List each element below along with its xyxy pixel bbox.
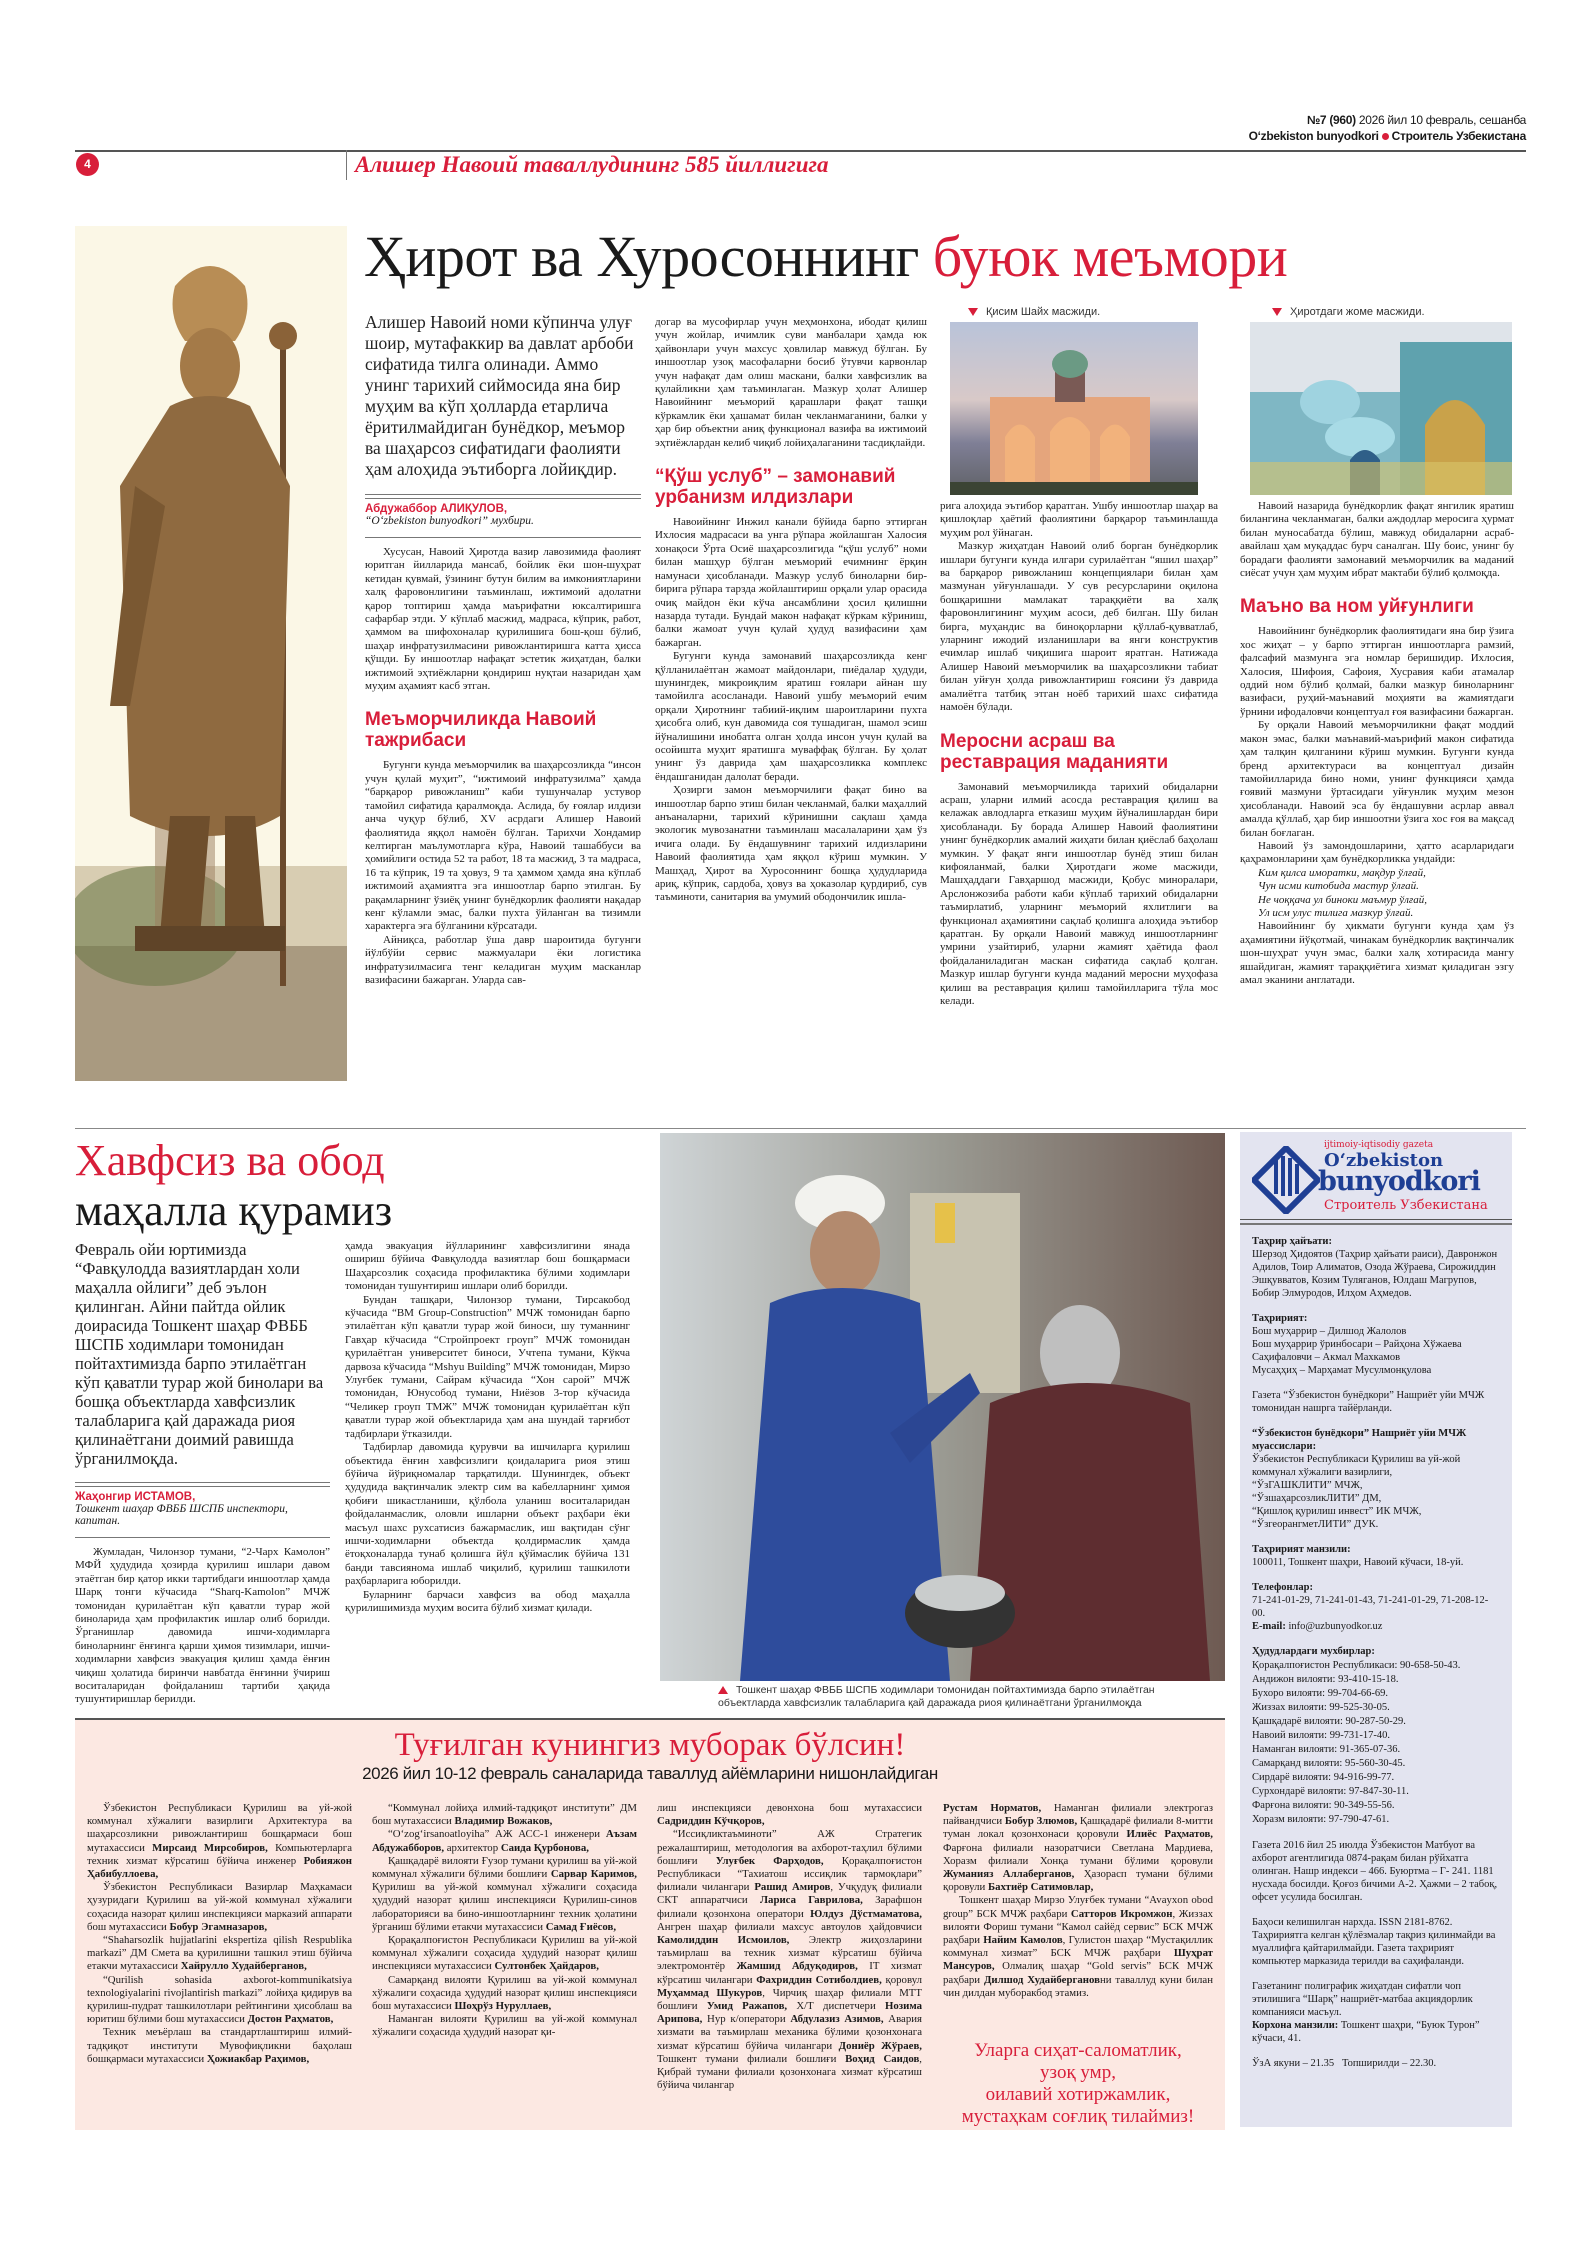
body-paragraph: Бу орқали Навоий меъморчиликни фақат моддий макон эмас, балки маънавий-маърифий макон сифатида ҳам талқин қилганини кўриш мумкин. Бугунги кунда бренд архитектураси ва концептуал дизайн тамойилларида бино номи, унинг функцияси ҳамда ғоявий мазмуни ўртасидаги уйғунлик муҳим мезон ҳисобланади. Навоий эса бу ёндашувни асрлар аввал амалда қўллаб, ҳар бир иншоотни ўзига хос ғоя ва мақсад билан боғлаган. [1240,719,1514,839]
title2-red: Хавфсиз ва обод [75,1136,385,1185]
section-heading: Меъморчиликда Навоий тажрибаси [365,709,597,752]
greeting-text: Наманган вилояти Қурилиш ва уй-жой коммунал хўжалиги соҳасида ҳудудий назорат қи- [372,2013,637,2039]
greeting-text: лиш инспекцияси девонхона бош мутахассиси [657,1802,922,1814]
founders-label: “Ўзбекистон бунёдкори” Нашриёт уйи МЧЖ муассислари: [1252,1428,1467,1452]
person-name: Юлдуз Дўстмаматова, [810,1907,922,1920]
person-name: Рустам Норматов, [943,1802,1042,1814]
greeting-text: Нур к/оператори [702,2013,791,2026]
logo-tagline: ijtimoiy-iqtisodiy gazeta [1324,1140,1434,1150]
greeting-text: Тошкент шаҳар Мирзо Улуғбек тумани “Avayxon obod group” БСК МЧЖ раҳбари [943,1894,1213,1920]
body-paragraph-continued: рига алоҳида эътибор қаратган. Ушбу иншоотлар шаҳар ва қишлоқлар ҳаётий фаолиятини барқарор таъминлашда муҳим рол ўйнаган. [940,500,1218,539]
staff-label: Таҳририят: [1252,1313,1308,1324]
greeting-paragraph [87,1934,352,1974]
greeting-paragraph [87,1881,352,1934]
founder-item: Ўзбекистон Республикаси Қурилиш ва уй-жой коммунал хўжалиги вазирлиги, [1252,1454,1461,1478]
body-paragraph-continued: догар ва мусофирлар учун меҳмонхона, ибодат қилиш учун жойлар, ичимлик суви манбалари ҳамда юк ҳайвонлари учун махсус ҳовлилар мавжуд бўлган. Бу иншоотлар узоқ масофаларни босиб ўтувчи карвонлар учун нафақат дам олиш маскани, балки хавфсизлик ва қулайликни ҳам таъминлаган. Мазкур ҳолат Алишер Навоийнинг меъморий қарашлари фақат ташқи кўркамлик ёки ҳашамат билан чекланмаганини, балки у ҳар бир объектни аниқ функционал вазифа ва ижтимоий эҳтиёжлардан келиб чиқиб лойиҳалаганини тасдиқлайди. [655,316,927,449]
building-logo-icon [1252,1146,1320,1214]
greeting-text: Фарғона филиали назоратчиси Светлана Мардиева, Хоразм филиали Хонқа тумани бўлими қоровули [943,1841,1213,1867]
greeting-text: IT хизмат кўрсатиш чилангари [657,1960,922,1986]
board-label: Таҳрир ҳайъати: [1252,1236,1332,1247]
wish-line: мустаҳкам соғлиқ тилаймиз! [961,2106,1195,2127]
staff-item: Мусаҳҳиҳ – Марҳамат Мусулмонқулова [1252,1365,1432,1376]
section-heading: Маъно ва ном уйғунлиги [1240,596,1474,618]
greeting-text: Қашқадарё филиали 8-митти туман локал қозонхонаси қоровули [943,1815,1213,1841]
person-name: Умид Ражапов, [706,2000,788,2013]
issue-info [1249,112,1526,144]
greeting-text: , Чирчиқ шаҳар филиали МТТ бошлиғи [657,1986,922,2013]
phones-label: Телефонлар: [1252,1582,1313,1593]
greeting-paragraph [372,1855,637,1934]
title2-black: маҳалла қурамиз [75,1186,393,1235]
greeting-paragraph [657,1802,922,1828]
person-name: Ҳожиакбар Раҳимов, [206,2052,310,2065]
phones: 71-241-01-29, 71-241-01-43, 71-241-01-29, 71-208-12-00. [1252,1595,1489,1619]
region-contact: Андижон вилояти: 93-410-15-18. [1252,1674,1399,1685]
photo1-block [950,306,1198,495]
greeting-text: ни таваллуд куни билан чин дилдан муборакбод этамиз. [943,1973,1213,1999]
printer-address: Тошкент шаҳри, “Буюк Турон” кўчаси, 41. [1252,2020,1480,2044]
body-paragraph: Навоийнинг Инжил канали бўйида барпо эттирган Ихлосия мадрасаси ва унга рўпара жойлашган Халосия хонақоси Ўрта Осиё шаҳарсозлигида “қўш услуб” номи билан машҳур бўлган меъморий ечимнинг ёрқин намунаси ҳисобланади. Мазкур услуб биноларни бир-бирига рўпара тарзда жойлаштириш орқали улар орасида очиқ майдон ёки кўча ансамблини ҳосил қилишни назарда тутади. Бундай макон нафақат кўркам кўриниш, балки жамоат учун қулай ҳудуд вазифасини ҳам бажарган. [655,516,927,649]
greeting-text: , Қибрай тумани филиали қозонхонага хизмат кўрсатиш бўйича чилангар [657,2052,922,2092]
greeting-text: архитектор [444,1841,501,1854]
person-name: Владимир Вожаков, [454,1815,553,1828]
person-name: Воҳид Саидов [845,2052,920,2065]
poem-line: Ким қилса иморатки, мақдур ўлғай, [1258,866,1426,879]
region-contact: Самарқанд вилояти: 95-560-30-45. [1252,1758,1406,1769]
page-number: 4 [76,153,99,176]
article1-column-2 [655,316,927,905]
section-heading: “Қўш услуб” – замонавий урбанизм илдизлари [655,466,896,509]
greeting-paragraph [372,1934,637,1974]
body-paragraph: Мазкур жиҳатдан Навоий олиб борган бунёдкорлик ишлари бугунги кунда илгари сурилаётган “яшил шаҳар” ва барқарор ривожланиш концепциялари билан ҳам мазмунан уйғунлашади. У сув ресурсларини оқилона бошқаришни мамлакат тараққиёти ва халқ фаровонлигининг муҳим асоси, деб билган. Шу билан бирга, муҳандис ва биноқорларни қўллаб-қувватлаб, уларнинг ижодий изланишлари ва янги конструктив ечимлар ишлаб чиқишига шароит яратган. Натижада Алишер Навоий меъморчилик ва шаҳарсозликни табиат билан уйғун ҳолда ривожлантириш ғоясини ўз даврида амалиётга татбиқ этган ноёб тарихий шахс сифатида намоён бўлади. [940,540,1218,714]
region-contact: Фарғона вилояти: 90-349-55-56. [1252,1800,1395,1811]
greeting-text: Ангрен шаҳар филиали махсус автоулов ҳайдовчиси [657,1920,922,1933]
prep-note: Газета “Ўзбекистон бунёдкори” Нашриёт уйи МЧЖ томонидан нашрга тайёрланди. [1252,1390,1485,1414]
caption-marker-icon [718,1686,728,1694]
paper-name-latin: O‘zbekiston bunyodkori [1248,129,1379,143]
greeting-text: , Учқудуқ филиали СКТ аппаратчиси [657,1881,922,1907]
person-name: Рашид Амиров [754,1881,831,1894]
section-divider [75,1128,1526,1129]
kicker-divider [346,150,347,180]
person-name: Лариса Гаврилова, [760,1894,863,1907]
greeting-paragraph [372,2013,637,2039]
caption-marker-icon [968,308,978,316]
photo2-caption: Ҳиротдаги жоме масжиди. [1290,306,1425,318]
poem-line: Ул исм улус тилига мазкур ўлғай. [1258,906,1414,919]
article2-column-1 [75,1546,330,1707]
birthday-column-2 [372,1802,637,2040]
body-paragraph: Замонавий меъморчиликда тарихий обидаларни асраш, уларни илмий асосда реставрация қилиш ва келажак авлодларга етказиш муҳим йўналишлардан бири ҳисобланади. Бу борада Алишер Навоий фаолиятини унинг бунёдкорлик амалий жиҳати билан қиёслаб баҳолаш мумкин. У фақат янги иншоотлар бунёд этиш билан кифояланмай, балки Ҳиротдаги жоме масжиди, Машҳаддаги Гавҳаршод масжиди, Қобус миноралари, Арслонжозиба работи каби кўплаб тарихий обидаларни таъмирлатиб, уларнинг меъморий яхлитлиги ва функционал аҳамиятини сақлаб қолишга алоҳида эътибор қаратган. Бу орқали Навоий мавжуд иншоотларнинг умрини узайтириб, уларни жамият ҳаётида фаол фойдаланиладиган маскан сифатида сақлаб қолган. Мазкур ишлар бугунги кунда маданий меросни муҳофаза қилиш ва реставрация қилиш тамойилларига тўла мос келади. [940,780,1218,1007]
article1-lead-block [365,312,641,987]
body-paragraph: Буларнинг барчаси хавфсиз ва обод маҳалла қурилишимизда муҳим восита бўлиб хизмат қилади. [345,1588,630,1614]
article2-column-2 [345,1240,630,1615]
person-name: Сарвар Каримов, [550,1868,637,1881]
greeting-paragraph [372,1828,637,1854]
article1-author-role: “O‘zbekiston bunyodkori” мухбири. [365,515,534,527]
greeting-text: “Qurilish sohasida axborot-kommunikatsiya texnologiyalarini rivojlantirish markazi” лойиҳа қидирув ва қурилиш-пудрат ташкилотлари рейтингини ҳисоблаш ва юритиш бўлими бош мутахассиси [87,1973,352,2026]
byline-rule [365,494,641,499]
region-contact: Бухоро вилояти: 99-704-66-69. [1252,1688,1389,1699]
greeting-text: Зарафшон филиали қозонхона оператори [657,1894,922,1920]
newspaper-logo [1252,1140,1500,1215]
body-paragraph-continued: ҳамда эвакуация йўлларининг хавфсизлигини янада ошириш бўйича Фавқулодда вазиятлар бош бошқармаси Шаҳарсозлик соҳасида профилактика бўлими ходимлари томонидан тушунтириш ишлари олиб борилди. [345,1240,630,1293]
founder-item: “ЎзшаҳарсозликЛИТИ” ДМ, [1252,1493,1382,1504]
logo-line1: O‘zbekiston [1324,1150,1444,1171]
region-contact: Қорақалпоғистон Республикаси: 90-658-50-43. [1252,1660,1461,1671]
registration-info: Газета 2016 йил 25 июлда Ўзбекистон Матбуот ва ахборот агентлигида 0874-рақам билан рўйхатга олинган. Нашр индекси – 466. Буюртма – Г- 241. 1181 нусхада босилди. Қоғоз бичими А-2. Ҳажми – 2 табоқ, офсет усулида босилган. [1252,1840,1498,1903]
staff-item: Бош муҳаррир ўринбосари – Райҳона Хўжаева [1252,1339,1462,1350]
email-link[interactable]: info@uzbunyodkor.uz [1288,1621,1383,1632]
sidebar-rule [1240,1219,1512,1225]
greeting-paragraph [943,1894,1213,2000]
print-times: ЎзА якуни – 21.35 Топширилди – 22.30. [1252,2058,1437,2069]
title-black: Ҳирот ва Хуросоннинг [364,224,919,289]
person-name: Самад Ғиёсов, [545,1920,617,1933]
person-name: Шуҳрат Мансуров, [943,1947,1213,1973]
person-name: Мирсаид Мирсобиров, [152,1841,268,1854]
issue-date: 2026 йил 10 февраль, сешанба [1358,113,1526,127]
wish-line: узоқ умр, [1040,2062,1116,2083]
person-name: Бахтиёр Сатимовлар, [987,1881,1094,1894]
birthday-subtitle: 2026 йил 10-12 февраль саналарида таваллуд айёмларини нишонлайдиган [362,1764,938,1783]
greeting-text: Қашқадарё вилояти Ғузор тумани қурилиш ва уй-жой коммунал хўжалиги бўлими бошлиғи [372,1854,637,1881]
person-name: Достон Раҳматов, [247,2013,334,2026]
birthday-column-1 [87,1802,352,2066]
body-paragraph: Жумладан, Чилонзор тумани, “2-Чарх Камолон” МФЙ ҳудудида ҳозирда қурилиш ишлари давом этаётган бир қатор икки тартибдаги иншоотлар ҳамда Шарқ тонги кўчасида “Sharq-Kamolon” МЧЖ томонидан қурилаётган кўп қаватли турар жой биноларида ҳам профилактик ишлар олиб борилди. Ўрганишлар давомида ишчи-ходимларга биноларнинг ёнғинга қарши ҳимоя тизимлари, ишчи-ходимларни хавфсиз эвакуация қилиш ҳамда ёнғин чиқиш ҳолатида биринчи навбатда ёнғинни ўчириш воситаларидан фойдаланиш тартиби ҳақида тушунтиришлар берилди. [75,1546,330,1706]
region-contact: Жиззах вилояти: 99-525-30-05. [1252,1702,1390,1713]
body-paragraph: Навоий ўз замондошларини, ҳатто асарларидаги қаҳрамонларини ҳам бунёдкорликка ундайди: [1240,839,1514,866]
regions-list [1252,1659,1500,1827]
photo2-block [1240,306,1512,495]
body-paragraph: Навоий назарида бунёдкорлик фақат янгилик яратиш билангина чекланмаган, балки аждодлар меросига ҳурмат билан муносабатда бўлиш, мавжуд обидаларни асраб-авайлаш ҳам муқаддас бурч саналган. Шу боис, унинг бу борадаги фаолияти замонавий меъморчилик ва маданий сиёсат учун ҳам муҳим ибрат мактаби бўлиб қолмоқда. [1240,500,1514,580]
article1-title [364,222,1287,292]
body-paragraph: Бугунги кунда меъморчилик ва шаҳарсозликда “инсон учун қулай муҳит”, “ижтимоий инфратузилма” ҳамда “барқарор ривожланиш” каби тушунчалар устувор тамойил сифатида қаралмоқда. Аслида, бу ғоялар илдизи анча чуқур бўлиб, XV асрдаги Алишер Навоий фаолиятида яққол намоён бўлган. Тарихчи Хондамир келтирган маълумотларга кўра, Навоий ташаббуси ва ҳомийлиги остида 52 та работ, 18 та масжид, 3 та мадраса, 16 та кўприк, 19 та ҳовуз, 9 та ҳаммом ҳамда яна кўплаб ижтимоий аҳамиятга эга иншоотлар барпо этилган. Бу рақамларнинг ўзиёқ унинг бунёдкорлик фаолияти нақадар кенг кўламли эмас, балки пухта ўйланган ва тизимли характерга эга бўлганини кўрсатади. [365,759,641,933]
printer-info: Газетанинг полиграфик жиҳатдан сифатли чоп этилишига “Шарқ” нашриёт-матбаа акциядорлик компанияси масъул. [1252,1981,1473,2018]
person-name: Абдулазиз Азимов, [790,2013,884,2026]
greeting-text: “O‘zog‘irsanoatloyiha” АЖ АСС-1 инженери [388,1828,606,1841]
dot-icon [1382,133,1389,140]
logo-line2: bunyodkori [1318,1166,1480,1197]
article1-column-4 [1240,500,1514,987]
byline-bottom-rule [365,537,641,538]
greeting-text: Қорақалпоғистон Республикаси “Тахиатош иссиқлик тармоқлари” филиали чилангари [657,1854,922,1894]
birthday-greetings-box [75,1718,1225,2130]
email-label: E-mail: [1252,1621,1286,1632]
greeting-text: Авария хизмати ва таъмирлаш механика бўлими қозонхонага хизмат кўрсатиш бўйича чилангари [657,2013,922,2052]
greeting-paragraph [372,1802,637,1828]
founder-item: “ЎзгеорангметЛИТИ” ДУК. [1252,1519,1379,1530]
person-name: Бобур Злюмов, [1004,1815,1078,1828]
region-contact: Қашқадарё вилояти: 90-287-50-29. [1252,1716,1406,1727]
person-name: Дилшод Худайберганов [983,1973,1100,1986]
greeting-text: Компьютерларга техник хизмат кўрсатиш бўйича инженер [87,1841,352,1867]
greeting-text: “Коммунал лойиҳа илмий-тадқиқот институти” ДМ бош мутахассиси [372,1802,637,1828]
herat-jome-mosque-photo [1250,322,1512,495]
person-name: Робияжон Ҳабибуллоева, [87,1854,352,1881]
greeting-text: , Гулистон шаҳар “Мустақиллик коммунал хизмат” БСК МЧЖ раҳбари [943,1934,1213,1960]
title-red: буюк меъмори [932,224,1288,289]
body-paragraph: Хусусан, Навоий Ҳиротда вазир лавозимида фаолият юритган йилларида мансаб, бойлик ёки шон-шуҳрат кетидан қувмай, ўзининг бутун билим ва имкониятларини халқ фаровонлигини таъминлаш, ижтимоий адолатни қарор топтириш ҳамда маърифатни юксалтиришга сафарбар этди. У кўплаб масжид, мадраса, кўприк, работ, ҳаммом ва шифохоналар қурилишига бош-қош бўлиб, шаҳар инфратузилмасини ривожлантиришга катта ҳисса қўшди. Бу иншоотлар нафақат эстетик жиҳатдан, балки ижтимоий эҳтиёжларни қондириш нуқтаи назаридан ҳам муҳим аҳамият касб этган. [365,546,641,693]
byline-bottom-rule [75,1537,330,1538]
greeting-text: “Shaharsozlik hujjatlarini ekspertiza qilish Respublika markazi” ДМ Смета ва қурилишни ташкил этиш бўйича етакчи мутахассиси [87,1934,352,1973]
person-name: Сатторов Икромжон [1070,1907,1173,1920]
greeting-text: Ўзбекистон Республикаси Вазирлар Маҳкамаси ҳузуридаги Қурилиш ва уй-жой коммунал хўжалиги соҳасида назорат қилиш инспекцияси марказий аппарати бош мутахассиси [87,1881,352,1933]
greeting-text: қоровул [881,1973,923,1986]
article1-column-3 [940,500,1218,1008]
article2-author: Жаҳонгир ИСТАМОВ, [75,1491,196,1503]
greeting-text: Қорақалпоғистон Республикаси Қурилиш ва уй-жой коммунал хўжалиги соҳасида ҳудудий назорат қилиш инспекцияси мутахассиси [372,1934,637,1973]
body-paragraph: Тадбирлар давомида қурувчи ва ишчиларга қурилиш объектида ёнғин хавфсизлиги қоидаларига риоя этиш бўйича йўриқномалар тарқатилди. Шунингдек, объект ҳудудида вақтинчалик электр сим ва кабелларнинг ҳимоя қобиғи шикастланиши, қўлбола уланиш воситаларидан фойдаланмаслик, оловли ишларни объект раҳбари ёки масъул шахс рухсатисиз бажармаслик, иш вақтидан сўнг ишчи-ходимларни объектда қолдирмаслик ҳамда ётоқхоналарда тунаб қолишга йўл қўймаслик бўйича 131 банди тавсиянома ишлаб чиқилиб, қурилиш ташкилоти раҳбарларига юборилди. [345,1441,630,1588]
birthday-column-4 [943,1802,1213,2000]
person-name: Аъзам Абдужабборов, [372,1828,637,1854]
region-contact: Сирдарё вилояти: 94-916-99-77. [1252,1772,1395,1783]
region-contact: Хоразм вилояти: 97-790-47-61. [1252,1814,1390,1825]
address: 100011, Тошкент шаҳри, Навоий кўчаси, 18-уй. [1252,1557,1464,1568]
greeting-paragraph [87,1974,352,2027]
wish-line: оилавий хотиржамлик, [985,2084,1171,2105]
article1-column-1 [365,546,641,987]
greeting-text: Ўзбекистон Республикаси Қурилиш ва уй-жой коммунал хўжалиги вазирлиги Архитектура ва шаҳарсозликни ривожлантириш бошқармаси бош мутахассиси [87,1802,352,1854]
greeting-text: Х/Т диспетчери [787,2000,885,2013]
inspectors-photo [660,1133,1225,1681]
person-name: Бобур Эгамназаров, [169,1920,268,1933]
body-paragraph: Бугунги кунда замонавий шаҳарсозликда кенг қўлланилаётган жамоат майдонлари, пиёдалар ҳудуди, шунингдек, микроиқлим яратиш ғоялари айнан шу тамойилга асосланади. Навоий ушбу меъморий ечим орқали Ҳиротнинг табиий-иқлим шароитларини пухта ҳисобга олиб, кун давомида соя тушадиган, шамол эсиш йўналишини инобатга олган ҳолда инсон учун қулай ва осойишта муҳит яратишга муваффақ бўлган. Бу ҳолат унинг ўз даврида ҳам шаҳарсозликка комплекс ёндашганидан далолат беради. [655,650,927,783]
greeting-text: Наманган филиали электрогаз пайвандчиси [943,1802,1213,1828]
article2-lead: Февраль ойи юртимизда “Фавқулодда вазиятлардан холи маҳалла ойлиги” деб эълон қилинган. Айни пайтда ойлик доирасида Тошкент шаҳар ФВББ ШСПБ ходимлари томонидан пойтахтимизда барпо этилаётган кўп қаватли турар жой бинолари ва бошқа объектларда хавфсизлик талабларига қай даражада риоя қилинаётгани доимий равишда ўрганилмоқда. [75,1240,324,1468]
person-name: Найим Камолов [983,1934,1063,1947]
issue-number: №7 (960) [1306,113,1356,127]
region-contact: Сурхондарё вилояти: 97-847-30-11. [1252,1786,1409,1797]
birthday-wish [943,2040,1213,2128]
region-contact: Навоий вилояти: 99-731-17-40. [1252,1730,1391,1741]
region-contact: Наманган вилояти: 91-365-07-36. [1252,1744,1401,1755]
greeting-paragraph [372,1974,637,2014]
person-name: Муҳаммад Шукуров [657,1986,763,1999]
founder-item: “ЎзГАШКЛИТИ” МЧЖ, [1252,1480,1363,1491]
board-members: Шерзод Ҳидоятов (Таҳрир ҳайъати раиси), Давронжон Адилов, Тоир Алиматов, Озода Жўраева, Сирожиддин Эшқувватов, Козим Туляганов, Юлдаш Магрупов, Бобир Элмуродов, Илҳом Аҳмедов. [1252,1249,1498,1299]
price-info: Баҳоси келишилган нархда. ISSN 2181-8762. Таҳририятга келган қўлёзмалар тақриз қилинмайди ва муаллифга қайтарилмайди. Газета таҳририят компьютер марказида терилди ва саҳифаланди. [1252,1917,1496,1967]
paper-name-ru: Строитель Узбекистана [1391,129,1526,143]
regions-label: Ҳудудлардаги мухбирлар: [1252,1646,1375,1657]
greeting-text: Техник меъёрлаш ва стандартлаштириш илмий-тадқиқот институти Мувофиқликни баҳолаш бошқармаси мутахассиси [87,2026,352,2065]
caption-marker-icon [1272,308,1282,316]
staff-item: Бош муҳаррир – Дилшод Жалолов [1252,1326,1407,1337]
greeting-paragraph [87,2026,352,2066]
body-paragraph: Ҳозирги замон меъморчилиги фақат бино ва иншоотлар барпо этиш билан чекланмай, балки маҳаллий анъаналарни, тарихий кўринишни сақлаш ҳамда экологик мувозанатни таъминлаш масалаларини ҳам ўз ичига олади. Бу ёндашувнинг тарихий илдизларини Навоий фаолиятида ҳам яққол кўриш мумкин. У Машҳад, Ҳирот ва Хуросоннинг бошқа ҳудудларида ариқ, кўприк, сардоба, ҳовуз ва ҳоказолар қурдириб, сув таъминоти, санитария ва умумий ободончилик ишла- [655,784,927,904]
person-name: Шоҳрўз Нуруллаев, [454,2000,552,2013]
person-name: Жамшид Абдуқодиров, [736,1960,858,1973]
person-name: Садриддин Кўчқоров, [657,1815,765,1828]
qisim-shaykh-mosque-photo [950,322,1198,495]
byline-rule [75,1482,330,1487]
person-name: Жуманияз Аллаберганов, [943,1868,1075,1881]
birthday-title: Туғилган кунингиз муборак бўлсин! [394,1727,906,1763]
greeting-paragraph [87,1802,352,1881]
person-name: Улуғбек Фарҳодов, [715,1854,824,1867]
staff-item: Саҳифаловчи – Акмал Махкамов [1252,1352,1401,1363]
greeting-paragraph [943,1802,1213,1894]
article2-lead-block [75,1240,330,1707]
body-paragraph: Бундан ташқари, Чилонзор тумани, Тирсакобод кўчасида “BM Group-Construction” МЧЖ томонидан барпо этилаётган кўп қаватли турар жой биноси, шу туманнинг Гавҳар кўчасида “Стройпроект гроуп” МЧЖ томонидан қурилаётган университет биноси, Учтепа тумани, Кўкча дарвоза кўчасида “Mshyu Building” МЧЖ томонидан, Мирзо Улуғбек тумани, Сайрам кўчасида “Хон сарой” МЧЖ томонидан, Юнусобод тумани, Ниёзов 3-тор кўчасида “Челикер гроуп ТМЖ” МЧЖ томонидан қурилаётган кўп қаватли турар жой объектларида ҳам ана шундай тарғибот тадбирлари ўтказилди. [345,1293,630,1440]
greeting-text: Электр жиҳозларини таъмирлаш ва техник хизмат кўрсатиш бўйича электромонтёр [657,1934,922,1973]
poem-line: Не чоққача ул биноки маъмур ўлғай, [1258,893,1427,906]
article1-author: Абдужаббор АЛИҚУЛОВ, [365,503,508,515]
greeting-text: Тошкент тумани филиали бошлиғи [657,2052,846,2065]
section-kicker: Алишер Навоий таваллудининг 585 йиллигига [355,152,829,177]
person-name: Дониёр Жўраев, [838,2039,922,2052]
masthead-sidebar [1240,1132,1512,2127]
article2-author-role: Тошкент шаҳар ФВББ ШСПБ инспектори, капитан. [75,1503,288,1527]
address-label: Таҳририят манзили: [1252,1544,1351,1555]
greeting-text: Самарқанд вилояти Қурилиш ва уй-жой коммунал хўжалиги соҳасида ҳудудий назорат қилиш инспекцияси бош мутахассиси [372,1973,637,2013]
greeting-paragraph [657,1828,922,2092]
greeting-text: Ҳазорасп тумани бўлими қоровули [943,1868,1213,1894]
person-name: Фахриддин Сотиболдиев, [756,1973,882,1986]
printer-address-label: Корхона манзили: [1252,2020,1339,2031]
article2-title [75,1136,392,1236]
founder-item: “Қишлоқ қурилиш инвест” ИК МЧЖ, [1252,1506,1422,1517]
photo1-caption: Қисим Шайх масжиди. [986,306,1101,318]
inspectors-photo-caption-block [718,1684,1218,1710]
greeting-text: “Иссиқликтаъминоти” АЖ Стратегик режалаштириш, методология ва ахборот-таҳлил бўлими бошлиғи [657,1828,922,1867]
section-heading: Меросни асраш ва реставрация маданияти [940,730,1169,773]
birthday-column-3 [657,1802,922,2092]
person-name: Нозима Арипова, [657,2000,923,2026]
person-name: Султонбек Ҳайдаров, [494,1960,599,1973]
person-name: Саида Қурбонова, [500,1841,589,1854]
poem-line: Чун исми китобида мастур ўлғай. [1258,880,1419,893]
navoi-statue-photo [75,226,347,1081]
person-name: Камолиддин Исмоилов, [657,1934,790,1947]
wish-line: Уларга сиҳат-саломатлик, [974,2040,1182,2061]
greeting-text: Қурилиш ва уй-жой коммунал хўжалиги соҳасида ҳудудий назорат қилиш инспекцияси Қурилиш-синов лабораторияси ва бино-иншоотларнинг техник ҳолатини ўрганиш бўлими етакчи мутахассиси [372,1881,637,1933]
person-name: Хайрулло Худайберганов, [180,1960,307,1973]
inspectors-photo-caption: Тошкент шаҳар ФВББ ШСПБ ходимлари томонидан пойтахтимизда барпо этилаётган объектларда хавфсизлик талабларига қай даражада риоя қилинаётгани ўрганилмоқда [718,1684,1155,1709]
body-paragraph: Навоийнинг бу ҳикмати бугунги кунда ҳам ўз аҳамиятини йўқотмай, чинакам бунёдкорлик вақтинчалик шон-шуҳрат учун эмас, балки халқ хотирасида мангу яшайдиган, жамият тараққиётига хизмат қиладиган эзгу амал эканини англатади. [1240,920,1514,986]
article1-lead: Алишер Навоий номи кўпинча улуғ шоир, мутафаккир ва давлат арбоби сифатида тилга олинади. Аммо унинг тарихий сиймосида яна бир муҳим ва кўп ҳолларда етарлича ёритилмайдиган бунёдкор, меъмор ва шаҳарсоз сифатидаги фаолияти ҳам алоҳида эътиборга лойиқдир. [365,312,634,479]
body-paragraph: Айниқса, работлар ўша давр шароитида бугунги йўлбўйи сервис мажмуалари ёки логистика инфратузилмасига тенг келадиган муҳим масканлар вазифасини бажарган. Уларда сав- [365,933,641,986]
body-paragraph: Навоийнинг бунёдкорлик фаолиятидаги яна бир ўзига хос жиҳат – у барпо эттирган иншоотларга рамзий, фалсафий мазмунга эга номлар беришидир. Ихлосия, Халосия, Шифоия, Сафоия, Хусравия каби атамалар оддий ном бўлиб қолмай, балки мазкур биноларнинг вазифаси, руҳий-маънавий моҳияти ва жамиятдаги ўрнини ифодаловчи концептуал ғоя вазифасини бажарган. [1240,625,1514,718]
greeting-text: Олмалиқ шаҳар “Gold servis” БСК МЧЖ раҳбари [943,1960,1213,1986]
person-name: Илиёс Раҳматов, [1126,1828,1213,1841]
logo-ru: Строитель Узбекистана [1324,1198,1488,1213]
greeting-text: , Жиззах вилояти Фориш тумани “Камол сайёд сервис” БСК МЧЖ раҳбари [943,1907,1214,1947]
